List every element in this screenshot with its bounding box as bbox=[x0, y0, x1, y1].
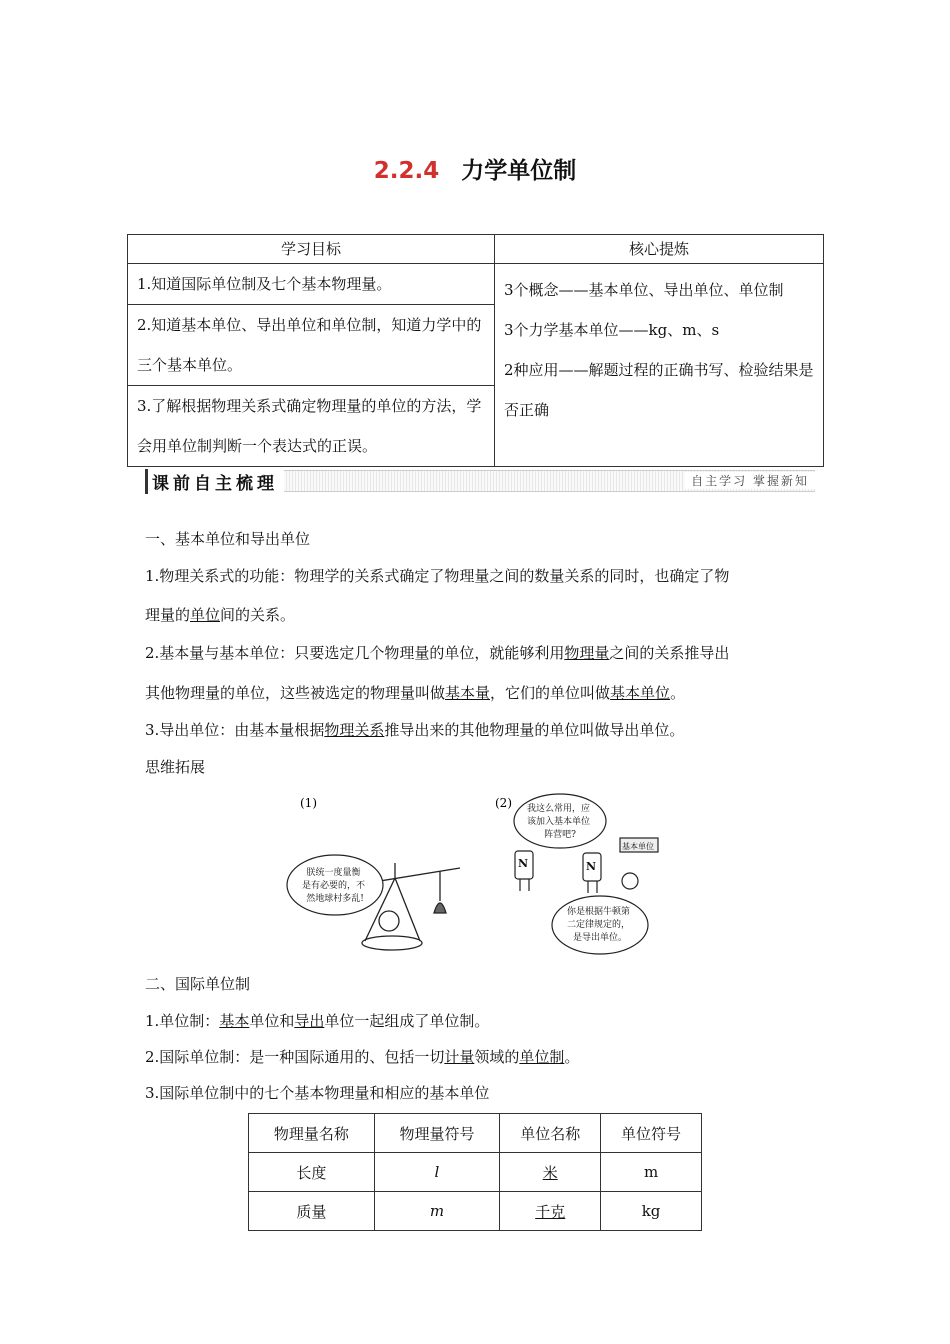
table-header: 单位名称 bbox=[500, 1114, 601, 1153]
goals-header: 学习目标 bbox=[128, 235, 495, 264]
banner-title: 课前自主梳理 bbox=[145, 469, 284, 494]
speech-bubble-3 bbox=[552, 896, 648, 954]
svg-text:你是根据牛顿第 二定律规定的， 是导: 你是根据牛顿第 二定律规定的， 是导出单位。 bbox=[567, 907, 631, 943]
paragraph: 理量的单位间的关系。 bbox=[145, 606, 296, 624]
section1-heading: 一、基本单位和导出单位 bbox=[145, 530, 311, 548]
speech-bubble-1 bbox=[287, 855, 383, 915]
table-row: 质量 m 千克 kg bbox=[249, 1192, 702, 1231]
section-banner bbox=[145, 470, 815, 492]
core-item: 3个力学基本单位——kg、m、s bbox=[504, 321, 720, 339]
goals-cell bbox=[128, 264, 495, 467]
paragraph: 3.国际单位制中的七个基本物理量和相应的基本单位 bbox=[145, 1084, 490, 1102]
page-title bbox=[0, 152, 950, 185]
core-item: 2种应用——解题过程的正确书写、检验结果是否正确 bbox=[504, 361, 814, 419]
core-header: 核心提炼 bbox=[495, 235, 824, 264]
goal-item: 3.了解根据物理关系式确定物理量的单位的方法，学会用单位制判断一个表达式的正误。 bbox=[137, 397, 482, 455]
figure-label-2: (2) bbox=[495, 796, 512, 810]
paragraph: 3.导出单位：由基本量根据物理关系推导出来的其他物理量的单位叫做导出单位。 bbox=[145, 721, 685, 739]
core-item: 3个概念——基本单位、导出单位、单位制 bbox=[504, 281, 784, 299]
section-number: 2.2.4 bbox=[373, 158, 440, 184]
extension-heading: 思维拓展 bbox=[145, 758, 206, 776]
banner-subtitle: 自主学习 掌握新知 bbox=[685, 472, 815, 489]
goal-item: 2.知道基本单位、导出单位和单位制，知道力学中的三个基本单位。 bbox=[128, 305, 494, 386]
figure-label-1: (1) bbox=[300, 796, 317, 810]
svg-text:基本单位: 基本单位 bbox=[622, 842, 654, 851]
core-cell bbox=[495, 264, 824, 467]
units-table bbox=[248, 1113, 702, 1231]
svg-text:N: N bbox=[518, 857, 529, 870]
svg-text:朕统一度量衡 是有必要的，不 然地球: 朕统一度量衡 是有必要的，不 然地球村多乱! bbox=[302, 868, 366, 904]
svg-text:我这么常用，应 该加入基本单位 阵营: 我这么常用，应 该加入基本单位 阵营吧? bbox=[527, 804, 591, 840]
goals-table bbox=[127, 234, 824, 467]
section2-heading: 二、国际单位制 bbox=[145, 975, 251, 993]
section-title: 力学单位制 bbox=[461, 158, 577, 184]
table-header-row bbox=[249, 1114, 702, 1153]
goal-item: 1.知道国际单位制及七个基本物理量。 bbox=[128, 264, 494, 305]
paragraph: 2.国际单位制：是一种国际通用的、包括一切计量领域的单位制。 bbox=[145, 1048, 580, 1066]
table-header: 单位符号 bbox=[601, 1114, 702, 1153]
paragraph: 1.单位制：基本单位和导出单位一起组成了单位制。 bbox=[145, 1012, 490, 1030]
speech-bubble-2 bbox=[514, 794, 606, 848]
table-header: 物理量名称 bbox=[249, 1114, 375, 1153]
illustration bbox=[285, 793, 665, 958]
table-row: 长度 l 米 m bbox=[249, 1153, 702, 1192]
paragraph: 1.物理关系式的功能：物理学的关系式确定了物理量之间的数量关系的同时，也确定了物 bbox=[145, 567, 730, 585]
table-header: 物理量符号 bbox=[374, 1114, 500, 1153]
paragraph: 其他物理量的单位，这些被选定的物理量叫做基本量，它们的单位叫做基本单位。 bbox=[145, 684, 686, 702]
svg-text:N: N bbox=[586, 860, 597, 873]
paragraph: 2.基本量与基本单位：只要选定几个物理量的单位，就能够利用物理量之间的关系推导出 bbox=[145, 644, 730, 662]
unit-characters bbox=[515, 838, 658, 893]
